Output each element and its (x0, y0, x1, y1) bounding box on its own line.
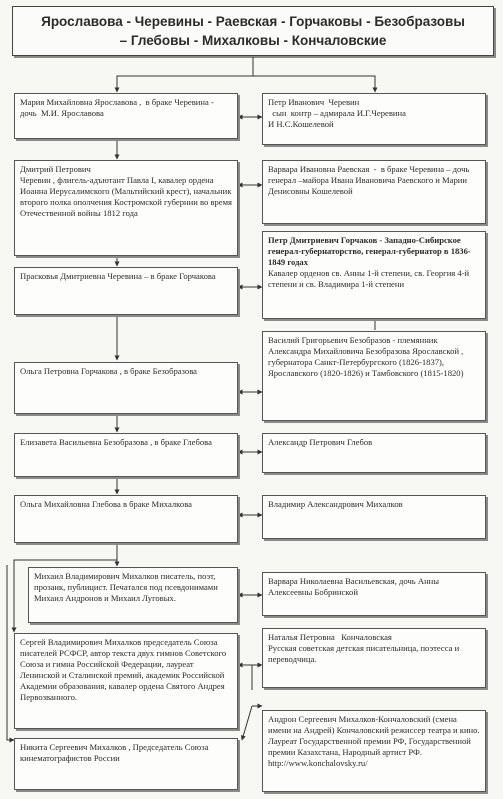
person-text: Василий Григорьевич Безобразов - племянник Александра Михайловича Безобразова Ярославской , губернатора Санкт-Петербургского (1826-1837), Ярославского (1820-1826) и Тамбовского (1815-1820) (268, 335, 464, 378)
person-sergey-mikhalkov (14, 633, 238, 729)
person-vladimir-mikhalkov (262, 495, 486, 539)
person-text: Мария Михайловна Ярославова , в браке Черевина - дочь М.И. Ярославова (20, 97, 216, 118)
person-vasily-bezobrazov (262, 331, 486, 421)
person-text: Наталья Петровна Кончаловская Русская советская детская писательница, поэтесса и переводчица. (268, 632, 460, 664)
person-dmitry-cherevin (14, 160, 238, 256)
person-text: Прасковья Дмитриевна Черевина – в браке Горчакова (20, 271, 216, 281)
gorchakov-normal: Кавалер орденов св. Анны 1-й степени, св. Георгия 4-й степени и св. Владимира 1-й степени (268, 268, 470, 289)
person-mikhail-mikhalkov (28, 567, 238, 623)
person-pyotr-gorchakov (262, 231, 486, 319)
person-text: Варвара Ивановна Раевская - в браке Черевина – дочь генерал –майора Ивана Ивановича Раевского и Марии Денисовны Кошелевой (268, 164, 474, 196)
line-title-right (253, 76, 375, 92)
person-andron-konchalovsky (262, 710, 486, 792)
person-text: Варвара Николаевна Васильевская, дочь Анны Алексеевны Бобринской (268, 576, 440, 597)
descent-10 (242, 706, 252, 740)
person-alexander-glebov (262, 433, 486, 473)
person-varvara-vasilevskaya (262, 572, 486, 616)
person-text: Александр Петрович Глебов (268, 437, 373, 447)
person-petr-cherevin (262, 93, 486, 145)
person-text: Ольга Михайловна Глебова в браке Михалкова (20, 499, 192, 509)
person-text: Сергей Владимирович Михалков председатель Союза писателей РСФСР, автор текста двух гимнов Советского Союза и гимна Российской Федерации, лауреат Ленинской и Сталинской премий, академик Российской Академии образования, кавалер ордена Святого Андрея Первозванного. (20, 637, 227, 702)
person-text: Андрон Сергеевич Михалков-Кончаловский (смена имени на Андрей) Кончаловский режиссер театра и кино. Лауреат Государственной премии РФ, Государственной премии Казахстана, Народный артист РФ. http://www.konchalovsky.ru/ (268, 714, 480, 768)
person-text: Ольга Петровна Горчакова , в браке Безобразова (20, 366, 197, 376)
gorchakov-bold: Петр Дмитриевич Горчаков - Западно-Сибирское генерал-губернаторство, генерал-губернатор в 1836-1849 годах (268, 235, 471, 267)
person-praskovya-cherevina (14, 267, 238, 315)
person-varvara-raevskaya (262, 160, 486, 224)
person-text: Михаил Владимирович Михалков писатель, поэт, прозаик, публицист. Печатался под псевдонимами Михаил Андронов и Михаил Луговых. (34, 571, 218, 603)
person-text: Дмитрий Петрович Черевин , флигель-адъютант Павла I, кавалер ордена Иоанна Иерусалимского (Мальтийский крест), начальник второго полка ополчения Костромской губернии во время Отечественной войны 1812 года (20, 164, 232, 218)
person-elizaveta-bezobrazova (14, 433, 238, 477)
person-text: Владимир Александрович Михалков (268, 499, 403, 509)
person-maria-yaroslavova (14, 93, 238, 139)
person-olga-gorchakova (14, 362, 238, 414)
descent-7 (7, 565, 14, 740)
person-olga-glebova (14, 495, 238, 543)
title-line-2: – Глебовы - Михалковы - Кончаловские (119, 33, 387, 48)
line-title-down (117, 57, 253, 92)
page-title (12, 6, 494, 56)
person-text: Петр Иванович Черевин сын контр – адмирала И.Г.Черевина И Н.С.Кошелевой (268, 97, 406, 129)
person-text: Елизавета Васильевна Безобразова , в браке Глебова (20, 437, 212, 447)
title-line-1: Ярославова - Черевины - Раевская - Горчаковы - Безобразовы (41, 14, 465, 29)
person-nikita-mikhalkov (14, 738, 238, 790)
person-text: Никита Сергеевич Михалков , Председатель Союза кинематографистов России (20, 742, 209, 763)
person-natalya-konchalovskaya (262, 628, 486, 688)
